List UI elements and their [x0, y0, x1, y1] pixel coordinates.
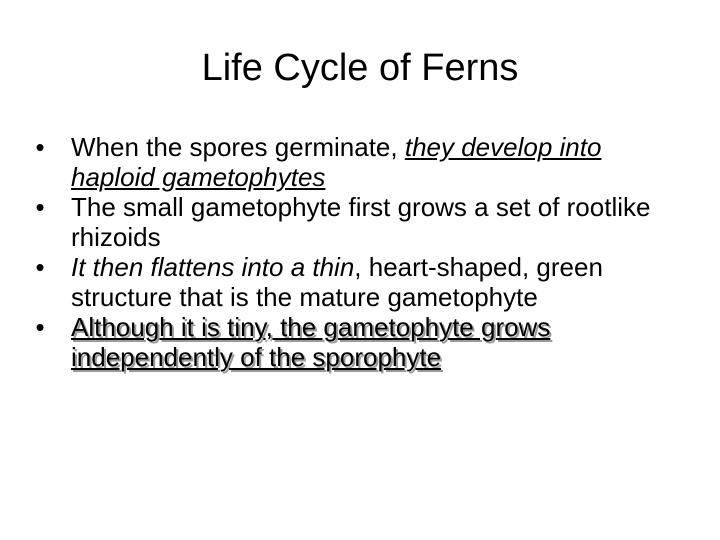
bullet-text-italic: It then flattens into a thin	[71, 252, 355, 282]
bullet-list	[30, 132, 690, 372]
bullet-marker: •	[35, 312, 45, 342]
bullet-text: When the spores germinate,	[71, 132, 405, 162]
bullet-text-shadowed: Although it is tiny, the gametophyte grows independently of the sporophyte	[71, 312, 551, 372]
bullet-item	[30, 312, 690, 372]
bullet-item	[30, 252, 690, 312]
bullet-marker: •	[35, 252, 45, 282]
bullet-item	[30, 132, 690, 192]
bullet-text: , heart-shaped, green structure that is the mature gametophyte	[71, 252, 603, 312]
bullet-marker: •	[35, 132, 45, 162]
bullet-marker: •	[35, 192, 45, 222]
bullet-text-emphasis: they develop into haploid gametophytes	[71, 132, 602, 192]
bullet-text: The small gametophyte first grows a set of rootlike rhizoids	[71, 192, 651, 252]
bullet-item	[30, 192, 690, 252]
slide-title: Life Cycle of Ferns	[201, 47, 519, 89]
